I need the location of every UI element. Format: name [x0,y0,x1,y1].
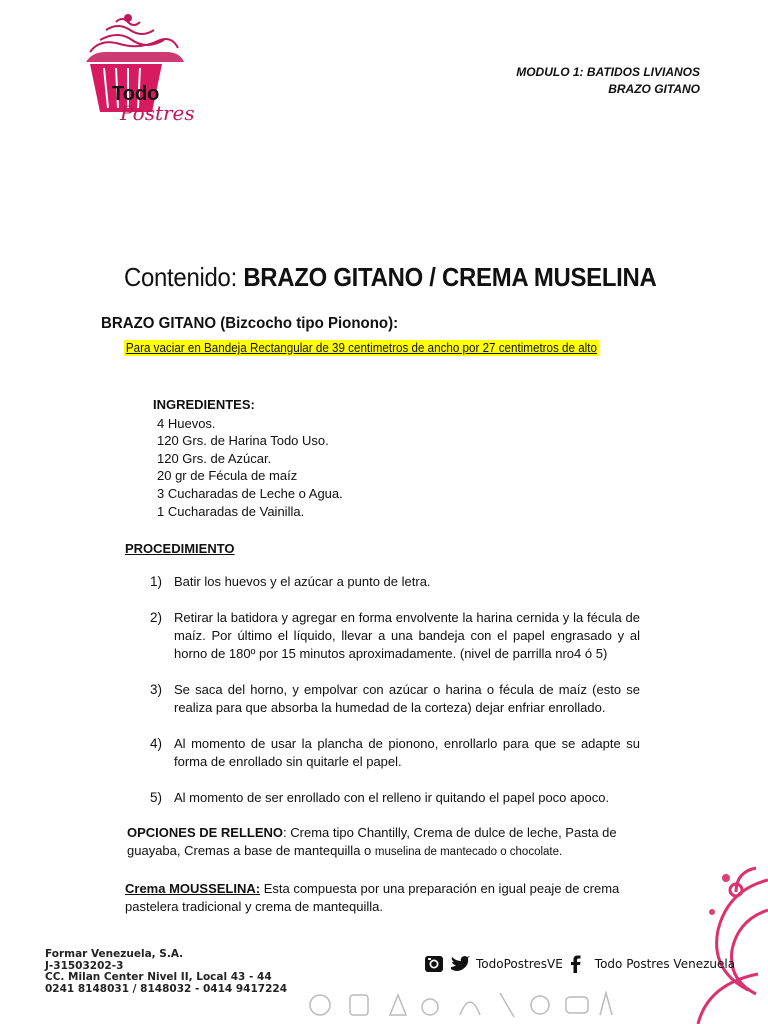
social-handle[interactable]: TodoPostresVE [476,957,563,971]
ingredient-item: 3 Cucharadas de Leche o Agua. [157,485,343,501]
mousselina-text: Esta compuesta por una preparación en igual peaje de crema pastelera tradicional y crema de mantequilla. [125,881,620,914]
ingredients-list [153,415,343,521]
section-heading: BRAZO GITANO (Bizcocho tipo Pionono): [101,315,399,332]
procedure-step [150,681,640,717]
mousselina-note [125,880,655,916]
footer-social [424,955,735,973]
procedure-heading: PROCEDIMIENTO [125,541,235,556]
page-title-bold: BRAZO GITANO / CREMA MUSELINA [243,262,657,292]
module-subtitle: BRAZO GITANO [608,82,700,96]
step-number: 3) [150,682,163,697]
procedure-step [150,735,640,771]
page-title-prefix: Contenido: [124,262,244,292]
facebook-icon[interactable] [569,955,589,973]
filling-options-small-text: muselina de mantecado o chocolate. [374,846,563,858]
procedure-steps [150,573,640,825]
company-rif: J-31503202-3 [45,959,124,972]
step-text: Retirar la batidora y agregar en forma envolvente la harina cernida y la fécula de maíz. Por último el líquido, llevar a una bandeja con el papel engrasado y al horno de 180º por 15 minutos aproximadamente. (nivel de parrilla nro4 ó 5) [174,610,640,661]
step-number: 2) [150,610,163,625]
step-text: Batir los huevos y el azúcar a punto de letra. [174,574,431,589]
logo-text-todo: Todo [112,83,160,105]
twitter-icon[interactable] [450,955,470,973]
procedure-step [150,609,640,663]
filling-options-label: OPCIONES DE RELLENO [127,825,284,840]
company-phones: 0241 8148031 / 8148032 - 0414 9417224 [45,982,287,995]
step-number: 5) [150,790,163,805]
ingredients-section [153,396,343,520]
ingredients-heading: INGREDIENTES: [153,397,255,412]
procedure-step [150,573,640,591]
highlight-note: Para vaciar en Bandeja Rectangular de 39 centimetros de ancho por 27 centimetros de alto [125,341,597,355]
instagram-icon[interactable] [424,955,444,973]
ingredient-item: 1 Cucharadas de Vainilla. [157,503,305,519]
company-address: CC. Milan Center Nivel II, Local 43 - 44 [45,971,272,983]
ingredient-item: 4 Huevos. [157,415,216,431]
procedure-step [150,789,640,807]
decorative-swirl [638,860,768,1024]
ingredient-item: 120 Grs. de Azúcar. [157,450,272,466]
page-title [124,262,657,293]
mousselina-label: Crema MOUSSELINA: [125,881,261,896]
todo-postres-logo [56,14,206,126]
footer-company-info [45,949,287,995]
filling-options [127,824,617,861]
step-number: 1) [150,574,163,589]
step-text: Al momento de usar la plancha de pionono, enrollarlo para que se adapte su forma de enrollado sin quitarle el papel. [174,736,640,769]
module-title: MODULO 1: BATIDOS LIVIANOS [516,65,700,79]
ingredient-item: 20 gr de Fécula de maíz [157,468,298,484]
step-text: Se saca del horno, y empolvar con azúcar o harina o fécula de maíz (esto se realiza para que absorba la humedad de la corteza) dejar enfriar enrollado. [174,682,640,715]
kitchen-icons-decoration [300,985,620,1023]
logo-text-postres: Postres [120,101,195,125]
step-number: 4) [150,736,163,751]
facebook-name[interactable]: Todo Postres Venezuela [594,957,736,971]
ingredient-item: 120 Grs. de Harina Todo Uso. [157,433,329,449]
step-text: Al momento de ser enrollado con el relleno ir quitando el papel poco apoco. [174,790,610,805]
company-name: Formar Venezuela, S.A. [45,948,184,960]
module-header [516,64,700,98]
filling-options-text: : Crema tipo Chantilly, Crema de dulce de leche, Pasta de guayaba, Cremas a base de mantequilla o [127,825,617,858]
